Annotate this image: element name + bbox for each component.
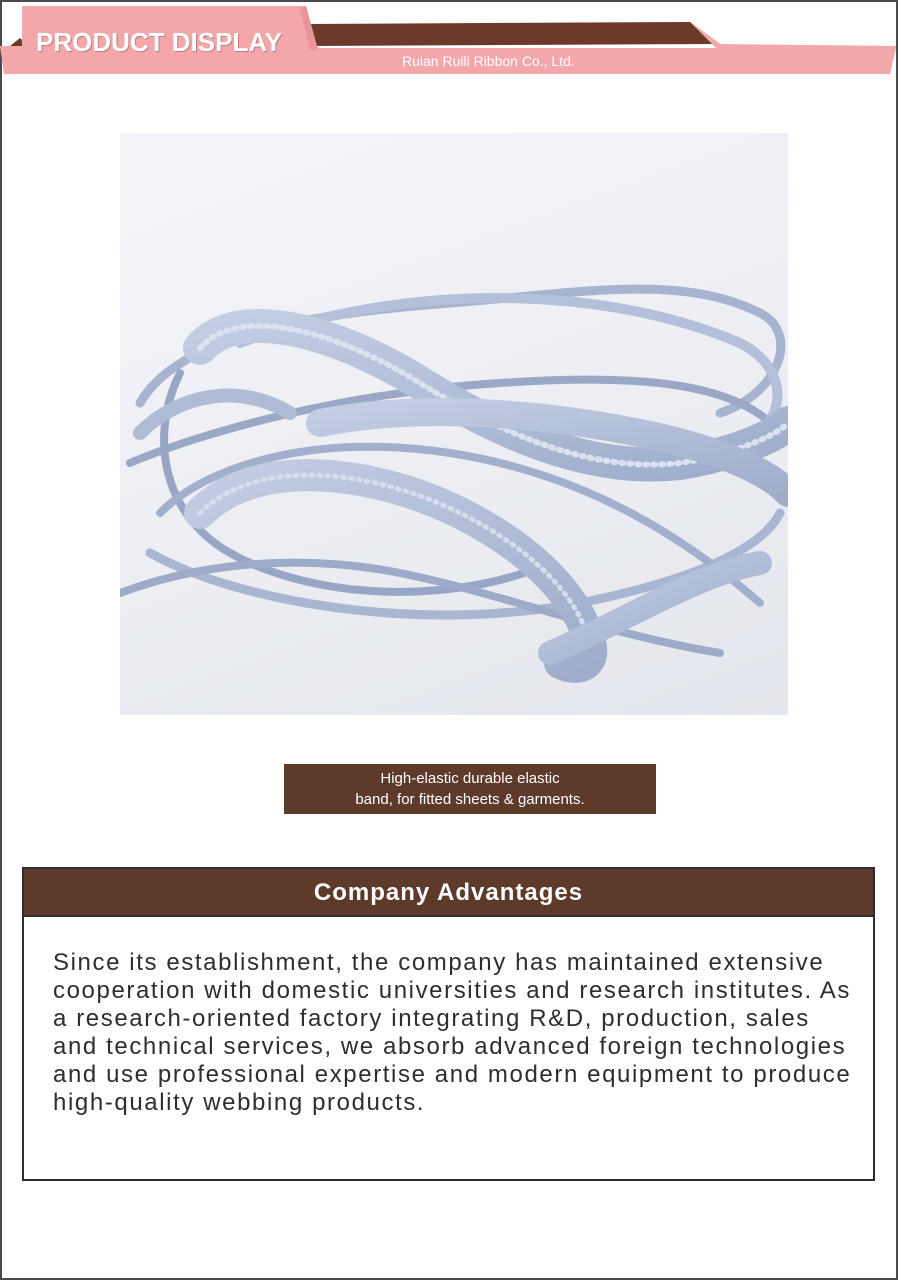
page-title: PRODUCT DISPLAY — [36, 27, 283, 57]
product-photo — [120, 133, 788, 715]
header-banner — [0, 0, 898, 80]
advantages-body: Since its establishment, the company has maintained extensive cooperation with domestic universities and research institutes. As a research-oriented factory integrating R&D, production, sales and technical services, we absorb advanced foreign technologies and use professional expertise and modern equipment to produce high-quality webbing products. — [53, 949, 852, 1116]
elastic-band-illustration — [120, 133, 788, 715]
caption-line-2: band, for fitted sheets & garments. — [355, 791, 585, 808]
product-caption — [284, 764, 656, 814]
caption-line-1: High-elastic durable elastic — [380, 770, 560, 787]
advantages-heading: Company Advantages — [24, 869, 873, 917]
company-advantages-panel — [22, 867, 875, 1181]
company-name: Ruian Ruili Ribbon Co., Ltd. — [402, 53, 575, 69]
